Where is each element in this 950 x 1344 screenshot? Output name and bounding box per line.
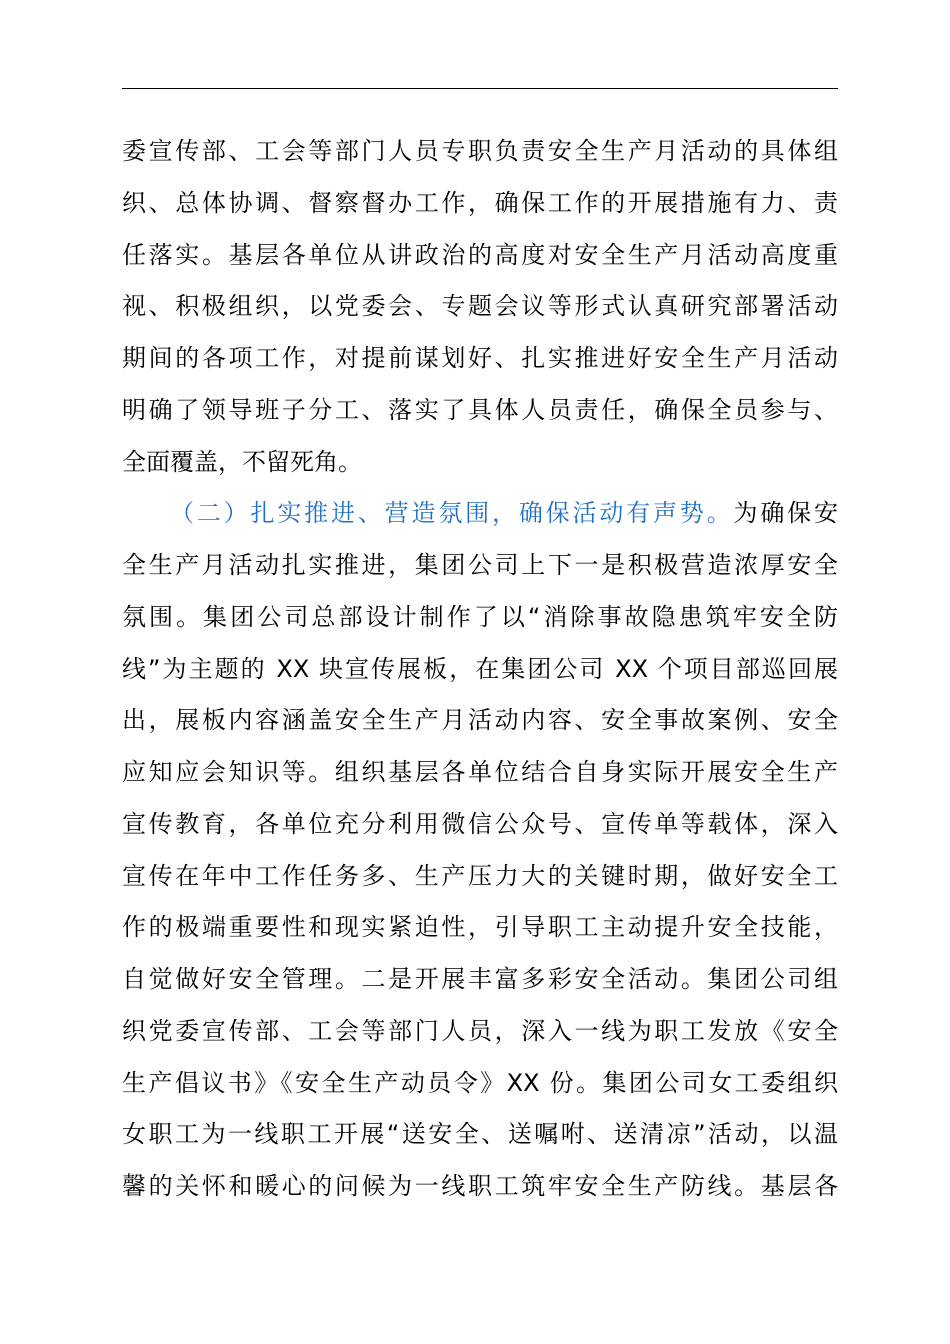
text-line: 全面覆盖，不留死角。	[122, 447, 362, 476]
text-line: 应知应会知识等。组织基层各单位结合自身实际开展安全生产	[122, 758, 838, 786]
text-line: 宣传教育，各单位充分利用微信公众号、宣传单等载体，深入	[122, 809, 838, 838]
text-line: 馨的关怀和暖心的问候为一线职工筑牢安全生产防线。基层各	[122, 1172, 838, 1200]
text-line: 线”为主题的 XX 块宣传展板，在集团公司 XX 个项目部巡回展	[122, 654, 838, 683]
text-line: 出，展板内容涵盖安全生产月活动内容、安全事故案例、安全	[122, 706, 838, 735]
paragraph-2	[122, 488, 838, 1213]
text-line: 织党委宣传部、工会等部门人员，深入一线为职工发放《安全	[122, 1016, 838, 1045]
paragraph-2-first-line	[122, 488, 838, 540]
section-heading: （二）扎实推进、营造氛围，确保活动有声势。	[170, 499, 734, 528]
text-line: 全生产月活动扎实推进，集团公司上下一是积极营造浓厚安全	[122, 551, 838, 579]
text-line: 自觉做好安全管理。二是开展丰富多彩安全活动。集团公司组	[122, 965, 838, 993]
text-line: 明确了领导班子分工、落实了具体人员责任，确保全员参与、	[122, 395, 838, 424]
text-line: 氛围。集团公司总部设计制作了以“消除事故隐患筑牢安全防	[122, 602, 838, 631]
text-line: 作的极端重要性和现实紧迫性，引导职工主动提升安全技能，	[122, 913, 838, 942]
paragraph-1	[122, 126, 838, 488]
document-body	[122, 126, 838, 1213]
heading-continuation: 为确保安	[733, 499, 838, 528]
text-line: 宣传在年中工作任务多、生产压力大的关键时期，做好安全工	[122, 861, 838, 890]
text-line: 视、积极组织，以党委会、专题会议等形式认真研究部署活动	[122, 292, 838, 321]
text-line: 女职工为一线职工开展“送安全、送嘱咐、送清凉”活动，以温	[122, 1120, 838, 1149]
text-line: 委宣传部、工会等部门人员专职负责安全生产月活动的具体组	[122, 137, 838, 165]
text-line: 生产倡议书》《安全生产动员令》XX 份。集团公司女工委组织	[122, 1068, 838, 1097]
text-line: 期间的各项工作，对提前谋划好、扎实推进好安全生产月活动	[122, 344, 838, 372]
text-line: 任落实。基层各单位从讲政治的高度对安全生产月活动高度重	[122, 240, 838, 269]
text-line: 织、总体协调、督察督办工作，确保工作的开展措施有力、责	[122, 188, 838, 217]
header-rule	[122, 88, 838, 89]
